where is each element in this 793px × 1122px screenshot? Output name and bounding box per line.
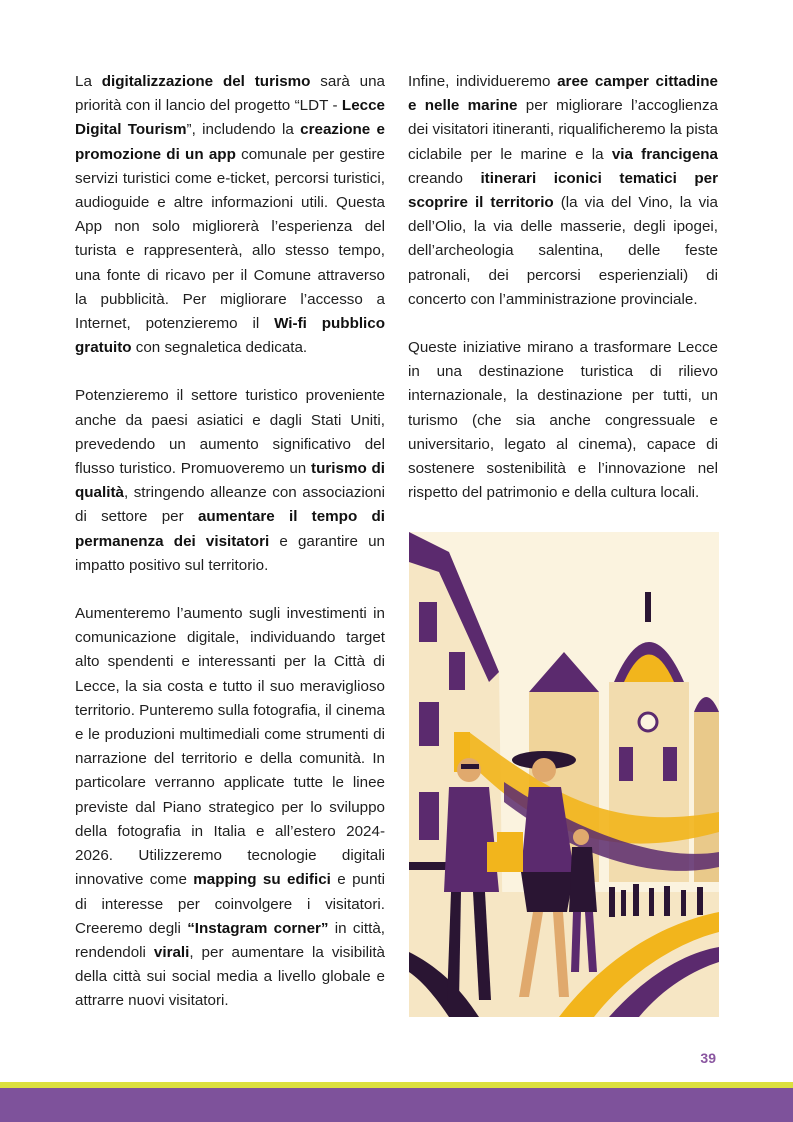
paragraph-digital-communication bbox=[75, 602, 385, 1013]
dome-spire bbox=[645, 592, 651, 622]
text-run: sarà una priorità con il lancio del progetto “LDT - bbox=[75, 73, 385, 115]
text-run: comunale per gestire servizi turistici come e-ticket, percorsi turistici, audioguide e altre informazioni utili. Questa App non solo migliorerà l’esperienza del turista e rappresenterà, allo stesso tempo, una fonte di ricavo per il Comune attraverso la pubblicità. Per migliorare l’accesso a Internet, potenzieremo il bbox=[75, 145, 385, 333]
text-run: con segnaletica dedicata. bbox=[131, 339, 308, 357]
bold-run: digitalizzazione del turismo bbox=[101, 73, 311, 90]
page-number: 39 bbox=[700, 1050, 716, 1066]
bold-run: Lecce Digital Tourism bbox=[75, 97, 385, 139]
tower-window bbox=[619, 747, 633, 781]
text-run: Queste iniziative mirano a trasformare Lecce in una destinazione turistica di rilievo internazionale, la destinazione per tutti, un turismo (che sia anche congressuale e universitario, legato al cinema), capace di sostenere sostenibilità e l’innovazione nel rispetto del patrimonio e della cultura locali. bbox=[408, 339, 718, 502]
paragraph-camper-areas bbox=[408, 70, 718, 312]
tower-window bbox=[663, 747, 677, 781]
text-run: Aumenteremo l’aumento sugli investimenti in comunicazione digitale, individuando target alto spendenti e interessanti per la Città di Lecce, la sia costa e tutto il suo meraviglioso territorio. Punteremo sulla fotografia, il cinema e le produzioni multimediali come strumenti di narrazione del territorio e della comunità. In particolare verranno applicate tutte le linee previste dal Piano strategico per lo sviluppo della fotografia in Italia e all’estero 2024-2026. Utilizzeremo tecnologie digitali innovative come bbox=[75, 605, 385, 889]
bold-run: turismo di qualità bbox=[75, 460, 385, 502]
footer-purple-bar bbox=[0, 1088, 793, 1122]
bold-run: virali bbox=[153, 943, 190, 961]
text-run: ”, includendo la bbox=[186, 121, 301, 139]
bold-run: aumentare il tempo di permanenza dei visitatori bbox=[75, 508, 385, 550]
text-run: , per aumentare la visibilità della città sui social media a livello globale e attrarre nuovi visitatori. bbox=[75, 943, 385, 1010]
text-run: in città, rendendoli bbox=[75, 919, 385, 961]
window bbox=[419, 792, 439, 840]
text-run: creando bbox=[408, 169, 481, 187]
bold-run: via francigena bbox=[611, 145, 718, 163]
left-column bbox=[75, 70, 385, 1038]
right-column bbox=[408, 70, 718, 529]
text-run: e punti di interesse per coinvolgere i visitatori. Creeremo degli bbox=[75, 871, 385, 937]
paragraph-quality-tourism bbox=[75, 384, 385, 578]
clock bbox=[639, 713, 657, 731]
window bbox=[419, 602, 437, 642]
text-run: La bbox=[75, 73, 102, 90]
paragraph-international-destination bbox=[408, 336, 718, 505]
illustration-svg bbox=[409, 532, 719, 1017]
window bbox=[449, 652, 465, 690]
text-run: , stringendo alleanze con associazioni di settore per bbox=[75, 484, 385, 526]
text-run: Infine, individueremo bbox=[408, 73, 558, 90]
bold-run: itinerari iconici tematici per scoprire il territorio bbox=[408, 169, 718, 212]
text-run: per migliorare l’accoglienza dei visitatori itineranti, riqualificheremo la pista ciclabile per le marine e la bbox=[408, 97, 718, 163]
text-run: e garantire un impatto positivo sul territorio. bbox=[75, 532, 385, 574]
lecce-tourism-illustration bbox=[409, 532, 719, 1017]
text-run: Potenzieremo il settore turistico proveniente anche da paesi asiatici e dagli Stati Uniti, prevedendo un aumento significativo del flusso turistico. Promuoveremo un bbox=[75, 387, 385, 478]
bold-run: Wi-fi pubblico gratuito bbox=[75, 315, 386, 357]
paragraph-digital-tourism bbox=[75, 70, 385, 360]
bold-run: aree camper cittadine e nelle marine bbox=[408, 73, 718, 115]
bold-run: creazione e promozione di un app bbox=[75, 121, 385, 163]
window bbox=[419, 702, 439, 746]
bold-run: “Instagram corner” bbox=[187, 919, 329, 937]
bold-run: mapping su edifici bbox=[193, 871, 331, 889]
text-run: (la via del Vino, la via dell’Olio, la via delle masserie, degli ipogei, dell’archeologia salentina, delle feste patronali, dei percorsi esperienziali) di concerto con l’amministrazione provinciale. bbox=[408, 194, 718, 308]
